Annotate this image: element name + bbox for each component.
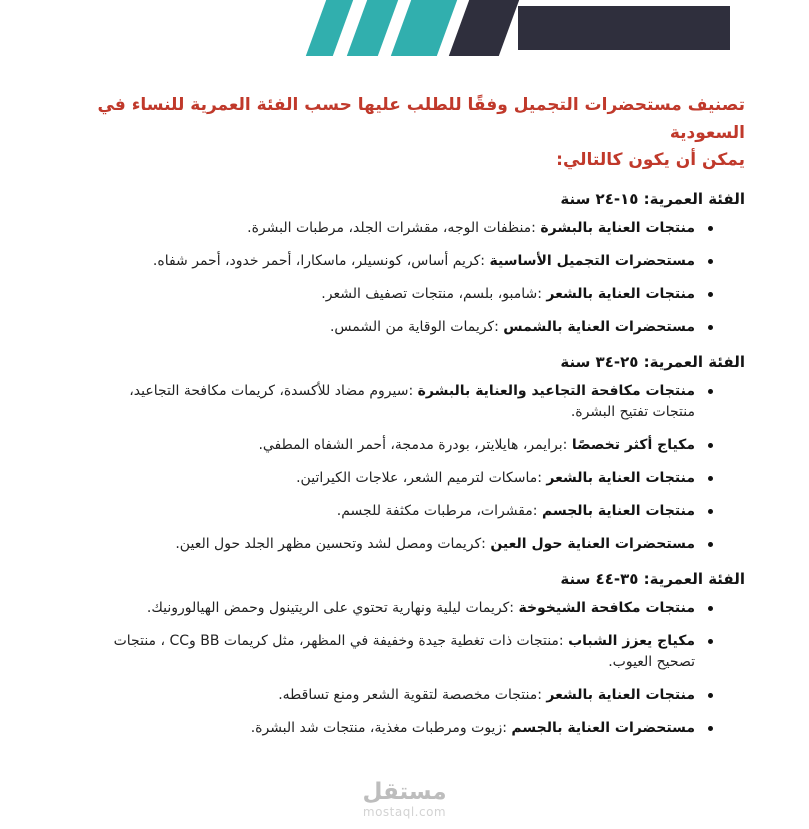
list-item — [88, 468, 715, 489]
item-term: مستحضرات العناية بالجسم — [511, 719, 695, 736]
item-desc: :سيروم مضاد للأكسدة، كريمات مكافحة التجاعيد، منتجات تفتيح البشرة. — [129, 382, 695, 420]
item-desc: :كريمات ليلية ونهارية تحتوي على الريتينول وحمض الهيالورونيك. — [146, 599, 519, 616]
item-term: منتجات مكافحة التجاعيد والعناية بالبشرة — [417, 382, 695, 399]
list-item — [88, 598, 715, 619]
item-desc: :كريم أساس، كونسيلر، ماسكارا، أحمر خدود، أحمر شفاه. — [152, 252, 490, 269]
bullet-list — [88, 381, 745, 555]
item-term: منتجات العناية بالبشرة — [540, 219, 695, 236]
item-desc: :كريمات ومصل لشد وتحسين مظهر الجلد حول العين. — [175, 535, 491, 552]
bullet-list — [88, 598, 745, 739]
list-item — [88, 218, 715, 239]
item-desc: :منتجات ذات تغطية جيدة وخفيفة في المظهر، مثل كريمات BB وCC ، منتجات تصحيح العيوب. — [113, 632, 695, 670]
watermark-domain: mostaql.com — [362, 805, 447, 819]
list-item — [88, 251, 715, 272]
list-item — [88, 435, 715, 456]
section-heading-age-15-24: الفئة العمرية: ١٥-٢٤ سنة — [560, 189, 745, 208]
item-desc: :كريمات الوقاية من الشمس. — [329, 318, 504, 335]
bullet-dot-icon — [708, 476, 713, 481]
page-title-line-1: تصنيف مستحضرات التجميل وفقًا للطلب عليها حسب الفئة العمرية للنساء في السعودية — [97, 95, 745, 143]
bullet-dot-icon — [708, 726, 713, 731]
list-item — [88, 534, 715, 555]
item-term: مكياج يعزز الشباب — [568, 632, 695, 649]
watermark — [0, 780, 809, 819]
bullet-dot-icon — [708, 259, 713, 264]
item-term: منتجات العناية بالشعر — [546, 469, 695, 486]
item-term: منتجات العناية بالشعر — [546, 686, 695, 703]
item-term: منتجات مكافحة الشيخوخة — [518, 599, 695, 616]
item-term: مستحضرات التجميل الأساسية — [489, 252, 695, 269]
bullet-dot-icon — [708, 226, 713, 231]
page-title — [88, 92, 745, 175]
bullet-dot-icon — [708, 606, 713, 611]
item-term: مستحضرات العناية حول العين — [490, 535, 695, 552]
section-heading-age-35-44: الفئة العمرية: ٣٥-٤٤ سنة — [560, 569, 745, 588]
bullet-dot-icon — [708, 389, 713, 394]
bullet-dot-icon — [708, 325, 713, 330]
watermark-logo: مستقل — [362, 778, 447, 805]
bullet-list — [88, 218, 745, 338]
bullet-dot-icon — [708, 639, 713, 644]
item-term: منتجات العناية بالشعر — [546, 285, 695, 302]
item-term: مكياج أكثر تخصصًا — [571, 436, 695, 453]
page-title-line-2: يمكن أن يكون كالتالي: — [556, 150, 745, 171]
item-desc: :ماسكات لترميم الشعر، علاجات الكيراتين. — [296, 469, 547, 486]
item-term: مستحضرات العناية بالشمس — [503, 318, 695, 335]
section-heading-age-25-34: الفئة العمرية: ٢٥-٣٤ سنة — [560, 352, 745, 371]
list-item — [88, 718, 715, 739]
item-desc: :منتجات مخصصة لتقوية الشعر ومنع تساقطه. — [278, 686, 547, 703]
item-desc: :منظفات الوجه، مقشرات الجلد، مرطبات البشرة. — [247, 219, 541, 236]
item-desc: :زيوت ومرطبات مغذية، منتجات شد البشرة. — [250, 719, 512, 736]
list-item — [88, 685, 715, 706]
item-term: منتجات العناية بالجسم — [541, 502, 695, 519]
bullet-dot-icon — [708, 542, 713, 547]
bullet-dot-icon — [708, 509, 713, 514]
bullet-dot-icon — [708, 693, 713, 698]
list-item — [88, 501, 715, 522]
item-desc: :شامبو، بلسم، منتجات تصفيف الشعر. — [321, 285, 547, 302]
item-desc: :برايمر، هايلايتر، بودرة مدمجة، أحمر الشفاه المطفي. — [258, 436, 572, 453]
list-item — [88, 631, 715, 673]
item-desc: :مقشرات، مرطبات مكثفة للجسم. — [336, 502, 542, 519]
bullet-dot-icon — [708, 292, 713, 297]
bullet-dot-icon — [708, 443, 713, 448]
list-item — [88, 381, 715, 423]
list-item — [88, 317, 715, 338]
list-item — [88, 284, 715, 305]
